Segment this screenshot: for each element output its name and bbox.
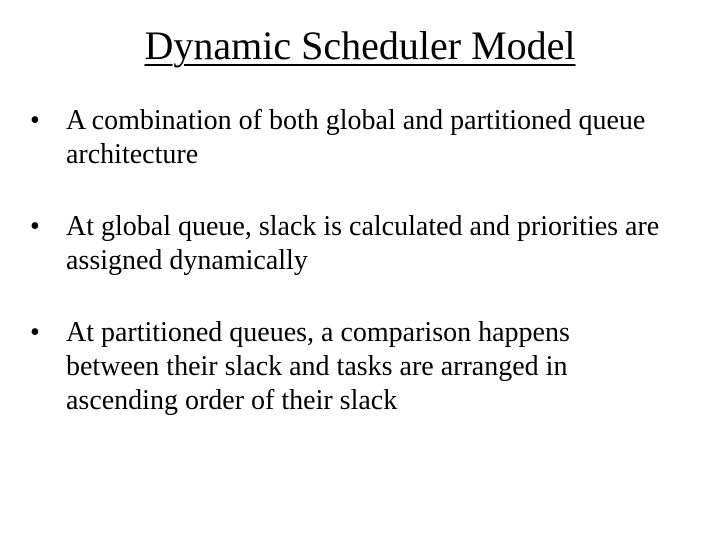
- bullet-item: [30, 104, 670, 172]
- bullet-marker: •: [30, 317, 40, 348]
- bullet-list: [30, 104, 670, 456]
- slide-title: Dynamic Scheduler Model: [144, 23, 576, 68]
- bullet-text: At global queue, slack is calculated and priorities are assigned dynamically: [66, 211, 660, 276]
- bullet-text: At partitioned queues, a comparison happens between their slack and tasks are arranged in ascending order of their slack: [66, 317, 570, 416]
- bullet-marker: •: [30, 105, 40, 136]
- bullet-text: A combination of both global and partitioned queue architecture: [66, 105, 646, 170]
- bullet-marker: •: [30, 211, 40, 242]
- bullet-item: [30, 210, 670, 278]
- bullet-item: [30, 316, 670, 418]
